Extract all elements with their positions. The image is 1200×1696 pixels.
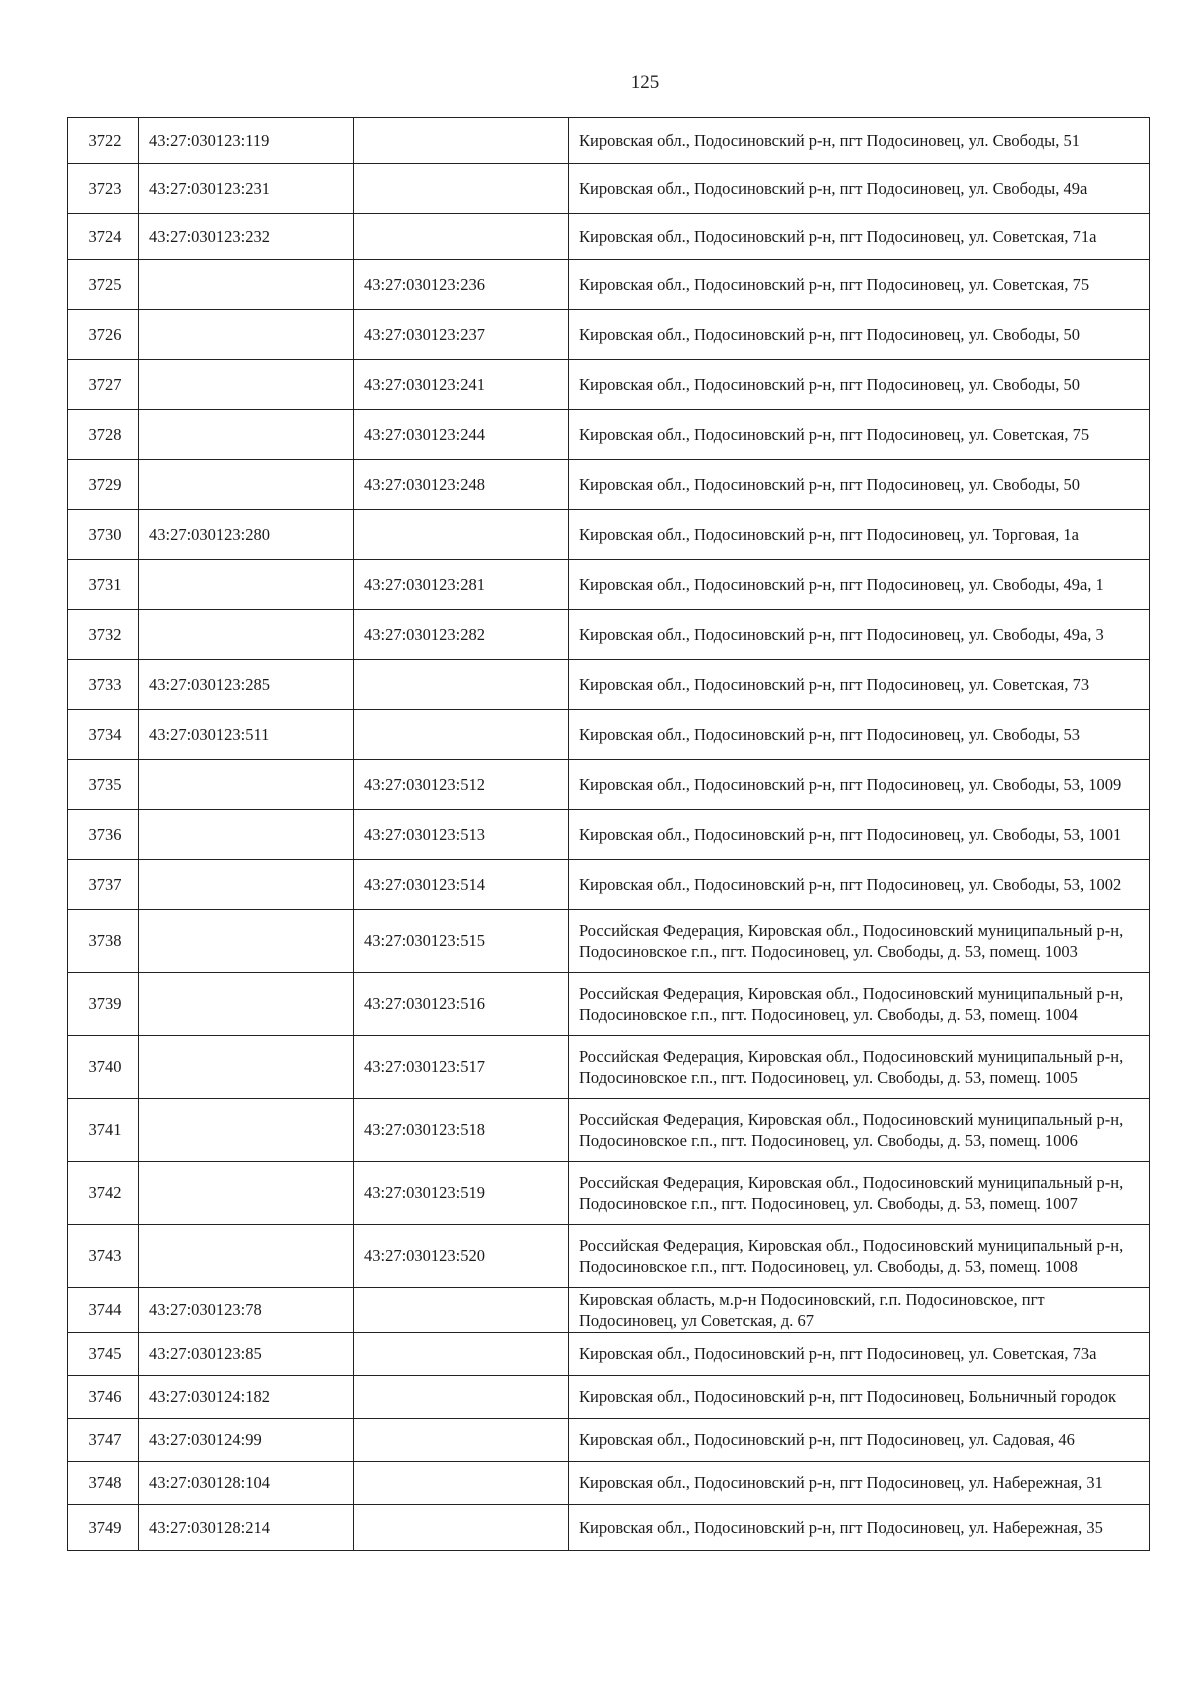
cadastral-number-cell — [139, 1099, 354, 1162]
table-row — [68, 1419, 1150, 1462]
registry-table — [67, 117, 1150, 1551]
table-row — [68, 410, 1150, 460]
address-cell: Кировская обл., Подосиновский р-н, пгт Подосиновец, ул. Свободы, 53, 1009 — [569, 760, 1150, 810]
cadastral-number-cell: 43:27:030123:119 — [139, 118, 354, 164]
table-row — [68, 1462, 1150, 1505]
related-cadastral-number-cell: 43:27:030123:515 — [354, 910, 569, 973]
table-row — [68, 260, 1150, 310]
address-cell: Кировская обл., Подосиновский р-н, пгт Подосиновец, ул. Свободы, 49а — [569, 164, 1150, 214]
row-number-cell: 3742 — [68, 1162, 139, 1225]
table-row — [68, 118, 1150, 164]
cadastral-number-cell — [139, 260, 354, 310]
row-number-cell: 3728 — [68, 410, 139, 460]
table-row — [68, 1162, 1150, 1225]
cadastral-number-cell: 43:27:030123:280 — [139, 510, 354, 560]
address-cell: Кировская обл., Подосиновский р-н, пгт Подосиновец, ул. Свободы, 53, 1001 — [569, 810, 1150, 860]
related-cadastral-number-cell: 43:27:030123:281 — [354, 560, 569, 610]
related-cadastral-number-cell: 43:27:030123:518 — [354, 1099, 569, 1162]
row-number-cell: 3734 — [68, 710, 139, 760]
table-row — [68, 510, 1150, 560]
related-cadastral-number-cell: 43:27:030123:282 — [354, 610, 569, 660]
row-number-cell: 3748 — [68, 1462, 139, 1505]
related-cadastral-number-cell: 43:27:030123:237 — [354, 310, 569, 360]
table-row — [68, 660, 1150, 710]
row-number-cell: 3745 — [68, 1333, 139, 1376]
table-row — [68, 214, 1150, 260]
address-cell: Кировская обл., Подосиновский р-н, пгт Подосиновец, ул. Свободы, 50 — [569, 360, 1150, 410]
address-cell: Кировская обл., Подосиновский р-н, пгт Подосиновец, ул. Советская, 75 — [569, 410, 1150, 460]
related-cadastral-number-cell: 43:27:030123:514 — [354, 860, 569, 910]
table-row — [68, 1376, 1150, 1419]
cadastral-number-cell — [139, 560, 354, 610]
cadastral-number-cell — [139, 360, 354, 410]
related-cadastral-number-cell — [354, 1419, 569, 1462]
related-cadastral-number-cell — [354, 1288, 569, 1333]
cadastral-number-cell: 43:27:030128:104 — [139, 1462, 354, 1505]
address-cell: Кировская обл., Подосиновский р-н, пгт Подосиновец, ул. Советская, 73а — [569, 1333, 1150, 1376]
address-cell: Российская Федерация, Кировская обл., Подосиновский муниципальный р-н, Подосиновское г.п., пгт. Подосиновец, ул. Свободы, д. 53, помещ. 1003 — [569, 910, 1150, 973]
table-row — [68, 710, 1150, 760]
cadastral-number-cell: 43:27:030124:99 — [139, 1419, 354, 1462]
related-cadastral-number-cell: 43:27:030123:516 — [354, 973, 569, 1036]
address-cell: Кировская обл., Подосиновский р-н, пгт Подосиновец, ул. Торговая, 1а — [569, 510, 1150, 560]
address-cell: Кировская обл., Подосиновский р-н, пгт Подосиновец, ул. Свободы, 50 — [569, 310, 1150, 360]
table-row — [68, 610, 1150, 660]
cadastral-number-cell — [139, 860, 354, 910]
cadastral-number-cell — [139, 1036, 354, 1099]
related-cadastral-number-cell: 43:27:030123:512 — [354, 760, 569, 810]
row-number-cell: 3732 — [68, 610, 139, 660]
cadastral-number-cell — [139, 410, 354, 460]
cadastral-number-cell — [139, 910, 354, 973]
cadastral-number-cell — [139, 1162, 354, 1225]
row-number-cell: 3743 — [68, 1225, 139, 1288]
cadastral-number-cell — [139, 610, 354, 660]
row-number-cell: 3723 — [68, 164, 139, 214]
row-number-cell: 3729 — [68, 460, 139, 510]
address-cell: Кировская обл., Подосиновский р-н, пгт Подосиновец, ул. Набережная, 35 — [569, 1505, 1150, 1551]
cadastral-number-cell — [139, 310, 354, 360]
related-cadastral-number-cell: 43:27:030123:517 — [354, 1036, 569, 1099]
address-cell: Российская Федерация, Кировская обл., Подосиновский муниципальный р-н, Подосиновское г.п., пгт. Подосиновец, ул. Свободы, д. 53, помещ. 1007 — [569, 1162, 1150, 1225]
cadastral-number-cell — [139, 460, 354, 510]
table-row — [68, 310, 1150, 360]
related-cadastral-number-cell: 43:27:030123:519 — [354, 1162, 569, 1225]
address-cell: Кировская обл., Подосиновский р-н, пгт Подосиновец, ул. Свободы, 49а, 3 — [569, 610, 1150, 660]
address-cell: Кировская обл., Подосиновский р-н, пгт Подосиновец, ул. Садовая, 46 — [569, 1419, 1150, 1462]
related-cadastral-number-cell — [354, 1376, 569, 1419]
table-row — [68, 164, 1150, 214]
table-row — [68, 460, 1150, 510]
row-number-cell: 3722 — [68, 118, 139, 164]
cadastral-number-cell — [139, 973, 354, 1036]
row-number-cell: 3741 — [68, 1099, 139, 1162]
row-number-cell: 3737 — [68, 860, 139, 910]
cadastral-number-cell: 43:27:030123:285 — [139, 660, 354, 710]
table-row — [68, 360, 1150, 410]
address-cell: Кировская область, м.р-н Подосиновский, г.п. Подосиновское, пгт Подосиновец, ул Советская, д. 67 — [569, 1288, 1150, 1333]
row-number-cell: 3739 — [68, 973, 139, 1036]
cadastral-number-cell — [139, 1225, 354, 1288]
related-cadastral-number-cell: 43:27:030123:520 — [354, 1225, 569, 1288]
related-cadastral-number-cell: 43:27:030123:513 — [354, 810, 569, 860]
cadastral-number-cell — [139, 760, 354, 810]
related-cadastral-number-cell — [354, 1505, 569, 1551]
address-cell: Кировская обл., Подосиновский р-н, пгт Подосиновец, ул. Советская, 75 — [569, 260, 1150, 310]
cadastral-number-cell: 43:27:030123:511 — [139, 710, 354, 760]
table-row — [68, 1505, 1150, 1551]
cadastral-number-cell: 43:27:030123:232 — [139, 214, 354, 260]
table-row — [68, 1333, 1150, 1376]
related-cadastral-number-cell — [354, 214, 569, 260]
address-cell: Кировская обл., Подосиновский р-н, пгт Подосиновец, ул. Свободы, 53 — [569, 710, 1150, 760]
address-cell: Кировская обл., Подосиновский р-н, пгт Подосиновец, ул. Свободы, 51 — [569, 118, 1150, 164]
related-cadastral-number-cell — [354, 1462, 569, 1505]
address-cell: Кировская обл., Подосиновский р-н, пгт Подосиновец, ул. Свободы, 50 — [569, 460, 1150, 510]
table-row — [68, 1288, 1150, 1333]
related-cadastral-number-cell: 43:27:030123:236 — [354, 260, 569, 310]
related-cadastral-number-cell: 43:27:030123:248 — [354, 460, 569, 510]
address-cell: Российская Федерация, Кировская обл., Подосиновский муниципальный р-н, Подосиновское г.п., пгт. Подосиновец, ул. Свободы, д. 53, помещ. 1005 — [569, 1036, 1150, 1099]
related-cadastral-number-cell — [354, 1333, 569, 1376]
row-number-cell: 3749 — [68, 1505, 139, 1551]
address-cell: Российская Федерация, Кировская обл., Подосиновский муниципальный р-н, Подосиновское г.п., пгт. Подосиновец, ул. Свободы, д. 53, помещ. 1008 — [569, 1225, 1150, 1288]
address-cell: Кировская обл., Подосиновский р-н, пгт Подосиновец, ул. Свободы, 49а, 1 — [569, 560, 1150, 610]
table-row — [68, 1225, 1150, 1288]
page-number: 125 — [630, 72, 660, 93]
table-row — [68, 1036, 1150, 1099]
cadastral-number-cell: 43:27:030128:214 — [139, 1505, 354, 1551]
table-row — [68, 860, 1150, 910]
related-cadastral-number-cell — [354, 710, 569, 760]
cadastral-number-cell: 43:27:030124:182 — [139, 1376, 354, 1419]
row-number-cell: 3724 — [68, 214, 139, 260]
table-row — [68, 910, 1150, 973]
address-cell: Кировская обл., Подосиновский р-н, пгт Подосиновец, ул. Советская, 71а — [569, 214, 1150, 260]
row-number-cell: 3746 — [68, 1376, 139, 1419]
related-cadastral-number-cell — [354, 510, 569, 560]
related-cadastral-number-cell — [354, 118, 569, 164]
address-cell: Российская Федерация, Кировская обл., Подосиновский муниципальный р-н, Подосиновское г.п., пгт. Подосиновец, ул. Свободы, д. 53, помещ. 1004 — [569, 973, 1150, 1036]
row-number-cell: 3736 — [68, 810, 139, 860]
related-cadastral-number-cell: 43:27:030123:244 — [354, 410, 569, 460]
table-row — [68, 1099, 1150, 1162]
cadastral-number-cell: 43:27:030123:78 — [139, 1288, 354, 1333]
registry-body — [68, 118, 1150, 1551]
table-row — [68, 560, 1150, 610]
related-cadastral-number-cell: 43:27:030123:241 — [354, 360, 569, 410]
row-number-cell: 3747 — [68, 1419, 139, 1462]
related-cadastral-number-cell — [354, 164, 569, 214]
row-number-cell: 3725 — [68, 260, 139, 310]
address-cell: Кировская обл., Подосиновский р-н, пгт Подосиновец, ул. Свободы, 53, 1002 — [569, 860, 1150, 910]
table-row — [68, 973, 1150, 1036]
row-number-cell: 3730 — [68, 510, 139, 560]
table-row — [68, 760, 1150, 810]
row-number-cell: 3733 — [68, 660, 139, 710]
row-number-cell: 3731 — [68, 560, 139, 610]
cadastral-number-cell: 43:27:030123:85 — [139, 1333, 354, 1376]
row-number-cell: 3735 — [68, 760, 139, 810]
address-cell: Российская Федерация, Кировская обл., Подосиновский муниципальный р-н, Подосиновское г.п., пгт. Подосиновец, ул. Свободы, д. 53, помещ. 1006 — [569, 1099, 1150, 1162]
row-number-cell: 3727 — [68, 360, 139, 410]
cadastral-number-cell — [139, 810, 354, 860]
address-cell: Кировская обл., Подосиновский р-н, пгт Подосиновец, ул. Набережная, 31 — [569, 1462, 1150, 1505]
address-cell: Кировская обл., Подосиновский р-н, пгт Подосиновец, ул. Советская, 73 — [569, 660, 1150, 710]
row-number-cell: 3726 — [68, 310, 139, 360]
row-number-cell: 3740 — [68, 1036, 139, 1099]
row-number-cell: 3738 — [68, 910, 139, 973]
address-cell: Кировская обл., Подосиновский р-н, пгт Подосиновец, Больничный городок — [569, 1376, 1150, 1419]
table-row — [68, 810, 1150, 860]
cadastral-number-cell: 43:27:030123:231 — [139, 164, 354, 214]
row-number-cell: 3744 — [68, 1288, 139, 1333]
related-cadastral-number-cell — [354, 660, 569, 710]
